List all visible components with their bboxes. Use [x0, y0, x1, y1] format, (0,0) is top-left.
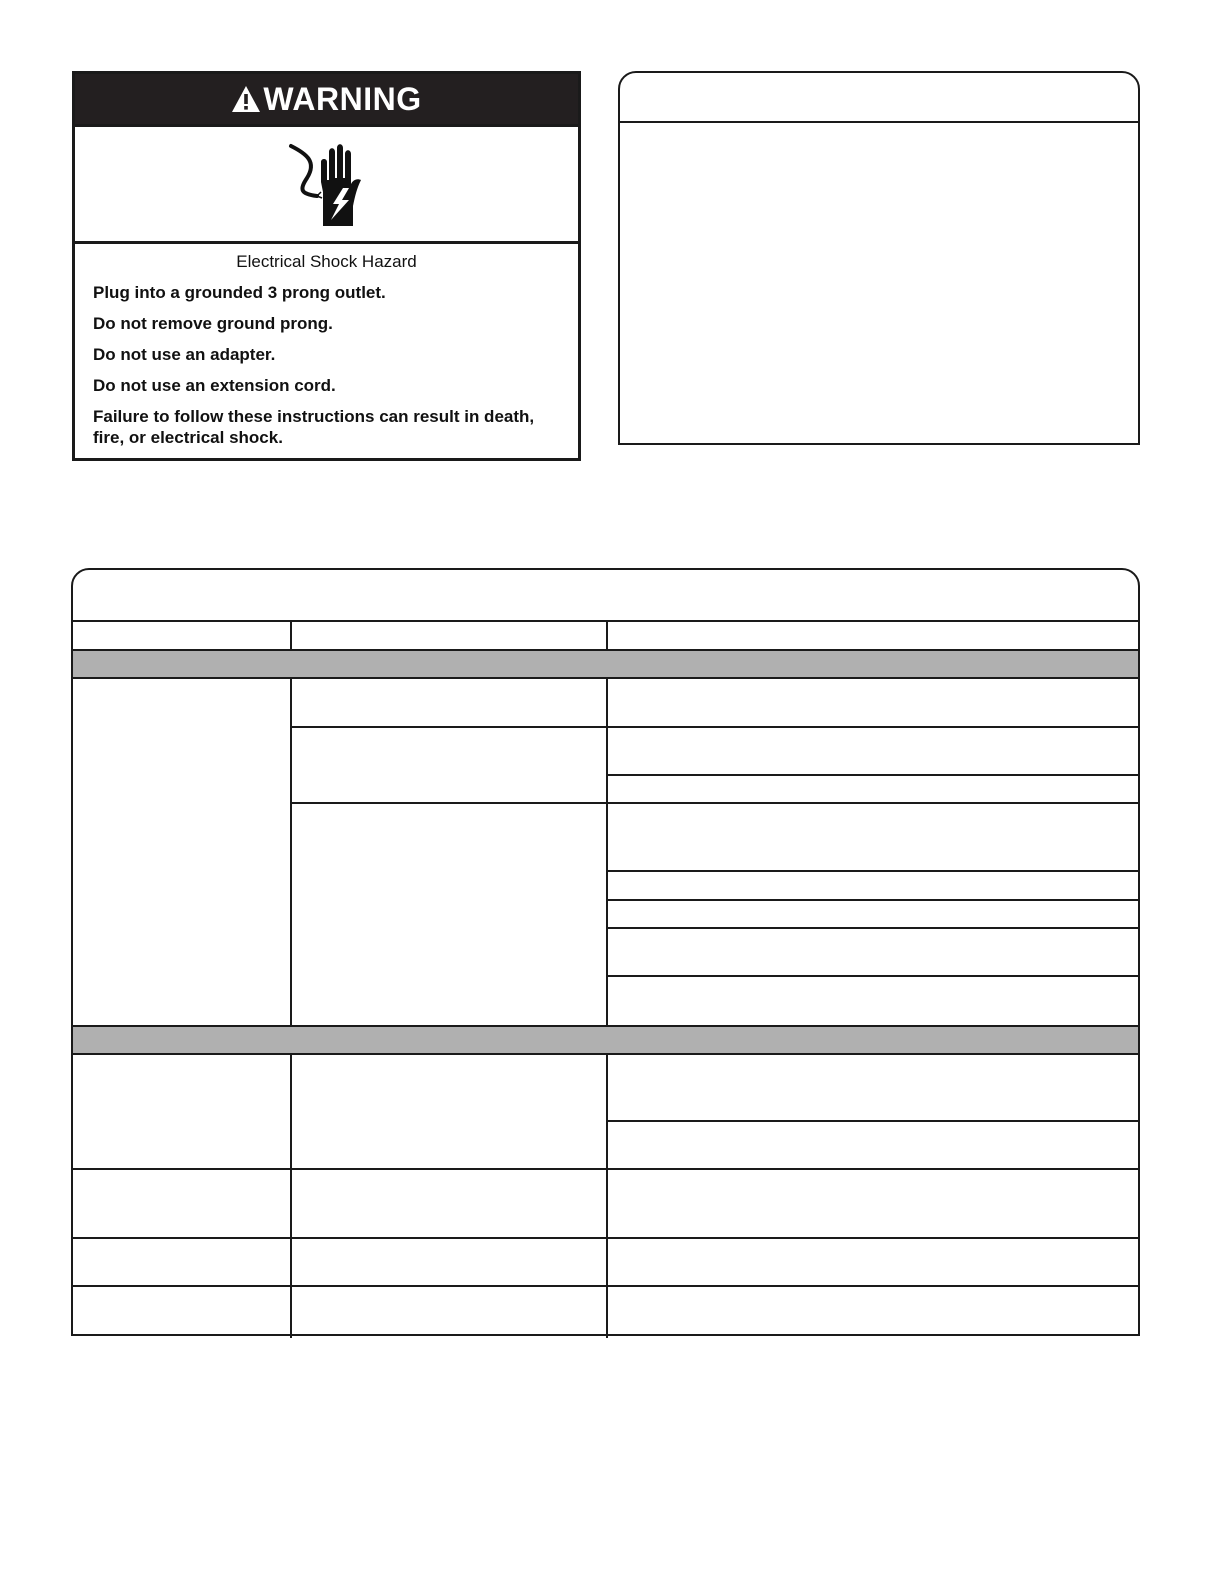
warning-line: Do not remove ground prong. [93, 314, 333, 333]
warning-line: Do not use an extension cord. [93, 376, 336, 395]
warning-line: Do not use an adapter. [93, 345, 276, 364]
troubleshooting-table [71, 568, 1140, 1336]
warning-panel [72, 71, 581, 461]
row-rule [606, 975, 1138, 977]
row-rule [606, 870, 1138, 872]
electric-shock-hand-icon [277, 136, 377, 232]
row-rule [290, 802, 1138, 804]
warning-line: Failure to follow these instructions can result in death, fire, or electrical shock. [93, 407, 535, 447]
row-rule [73, 1168, 1138, 1170]
warning-title: WARNING [263, 80, 422, 117]
table-section-band [73, 1025, 1138, 1055]
row-rule [73, 1237, 1138, 1239]
panel-divider [620, 121, 1138, 123]
column-divider [606, 679, 608, 1026]
row-rule [606, 1120, 1138, 1122]
column-divider [290, 1055, 292, 1338]
column-divider [606, 1055, 608, 1338]
row-rule [290, 726, 1138, 728]
alert-triangle-icon [231, 85, 261, 113]
table-section-band [73, 649, 1138, 679]
warning-subtitle: Electrical Shock Hazard [236, 252, 417, 271]
blank-info-panel [618, 71, 1140, 445]
row-rule [73, 1285, 1138, 1287]
warning-line: Plug into a grounded 3 prong outlet. [93, 283, 386, 302]
row-rule [606, 927, 1138, 929]
column-divider [290, 620, 292, 650]
row-rule [606, 774, 1138, 776]
column-divider [606, 620, 608, 650]
row-rule [606, 899, 1138, 901]
column-divider [290, 679, 292, 1026]
hazard-pictogram-area [75, 127, 578, 244]
warning-body [75, 244, 578, 448]
warning-header [75, 74, 578, 127]
